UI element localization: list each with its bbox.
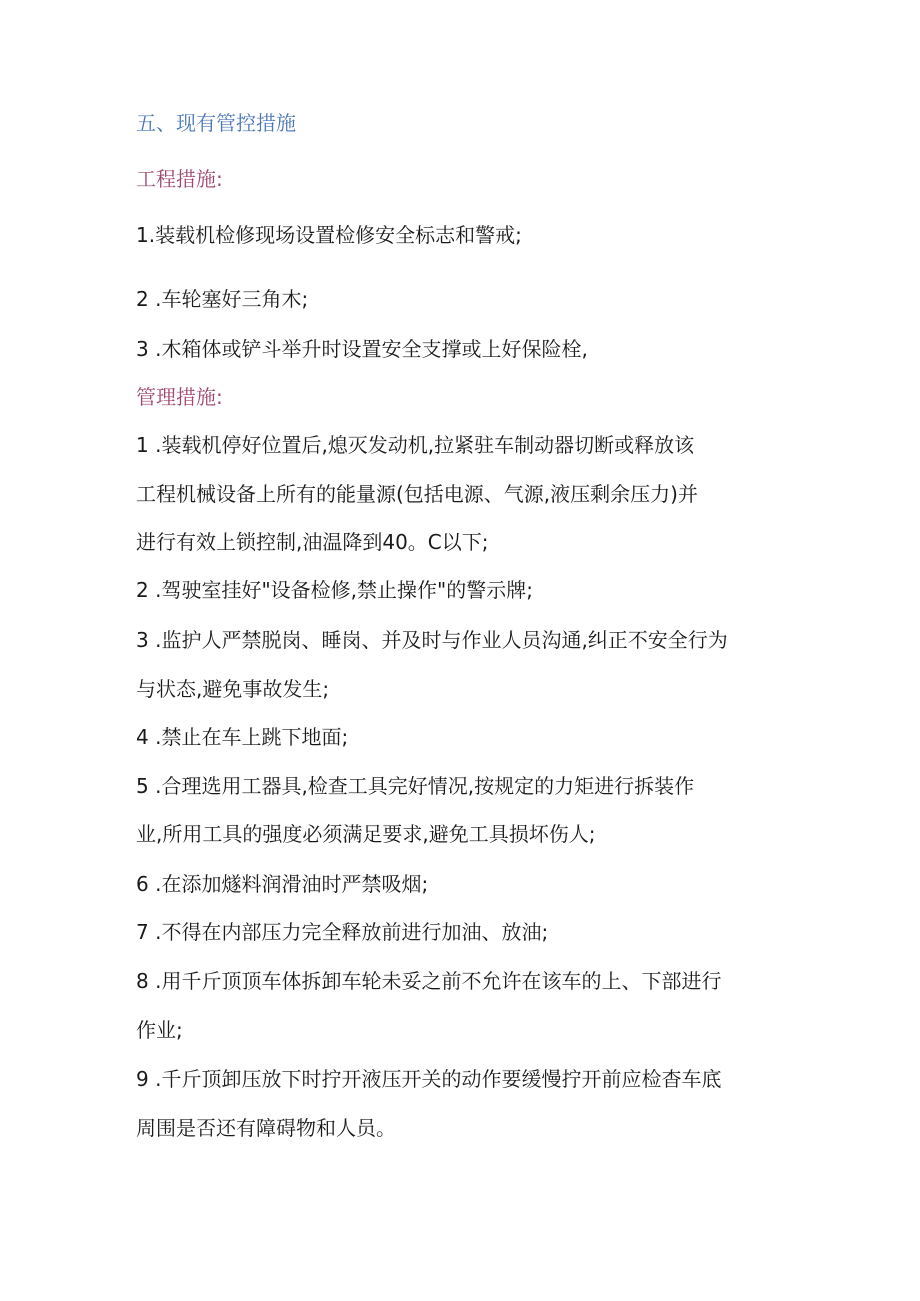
management-heading: 管理措施: [136,385,223,409]
management-line: 3 .监护人严禁脱岗、睡岗、并及时与作业人员沟通,纠正不安全行为 [136,628,728,652]
management-line: 作业; [136,1018,183,1042]
management-line: 7 .不得在内部压力完全释放前进行加油、放油; [136,920,549,944]
section-title: 五、现有管控措施 [136,111,296,135]
management-line: 8 .用千斤顶顶车体拆卸车轮未妥之前不允许在该车的上、下部进行 [136,969,722,993]
engineering-item-2: 2 .车轮塞好三角木; [136,287,309,311]
management-line: 2 .驾驶室挂好"设备检修,禁止操作"的警示牌; [136,578,533,602]
management-line: 9 .千斤顶卸压放下时拧开液压开关的动作要缓慢拧开前应检杳车底 [136,1067,722,1091]
management-line: 4 .禁止在车上跳下地面; [136,725,349,749]
management-line: 业,所用工具的强度必须满足要求,避免工具损坏伤人; [136,822,596,846]
management-line: 与状态,避免事故发生; [136,677,330,701]
engineering-item-3: 3 .木箱体或铲斗举升时设置安全支撑或上好保险栓, [136,337,588,361]
management-line: 5 .合理选用工器具,检查工具完好情况,按规定的力矩进行拆装作 [136,774,695,798]
engineering-item-1: 1.装载机检修现场设置检修安全标志和警戒; [136,223,522,247]
management-line: 6 .在添加燧料润滑油时严禁吸烟; [136,872,429,896]
management-line: 进行有效上锁控制,油温降到40。C以下; [136,530,489,554]
management-line: 周围是否还有障碍物和人员。 [136,1116,396,1140]
management-line: 1 .装载机停好位置后,熄灭发动机,拉紧驻车制动器切断或释放该 [136,433,695,457]
engineering-heading: 工程措施: [136,167,223,191]
management-line: 工程机械设备上所有的能量源(包括电源、气源,液压剩余压力)并 [136,482,698,506]
